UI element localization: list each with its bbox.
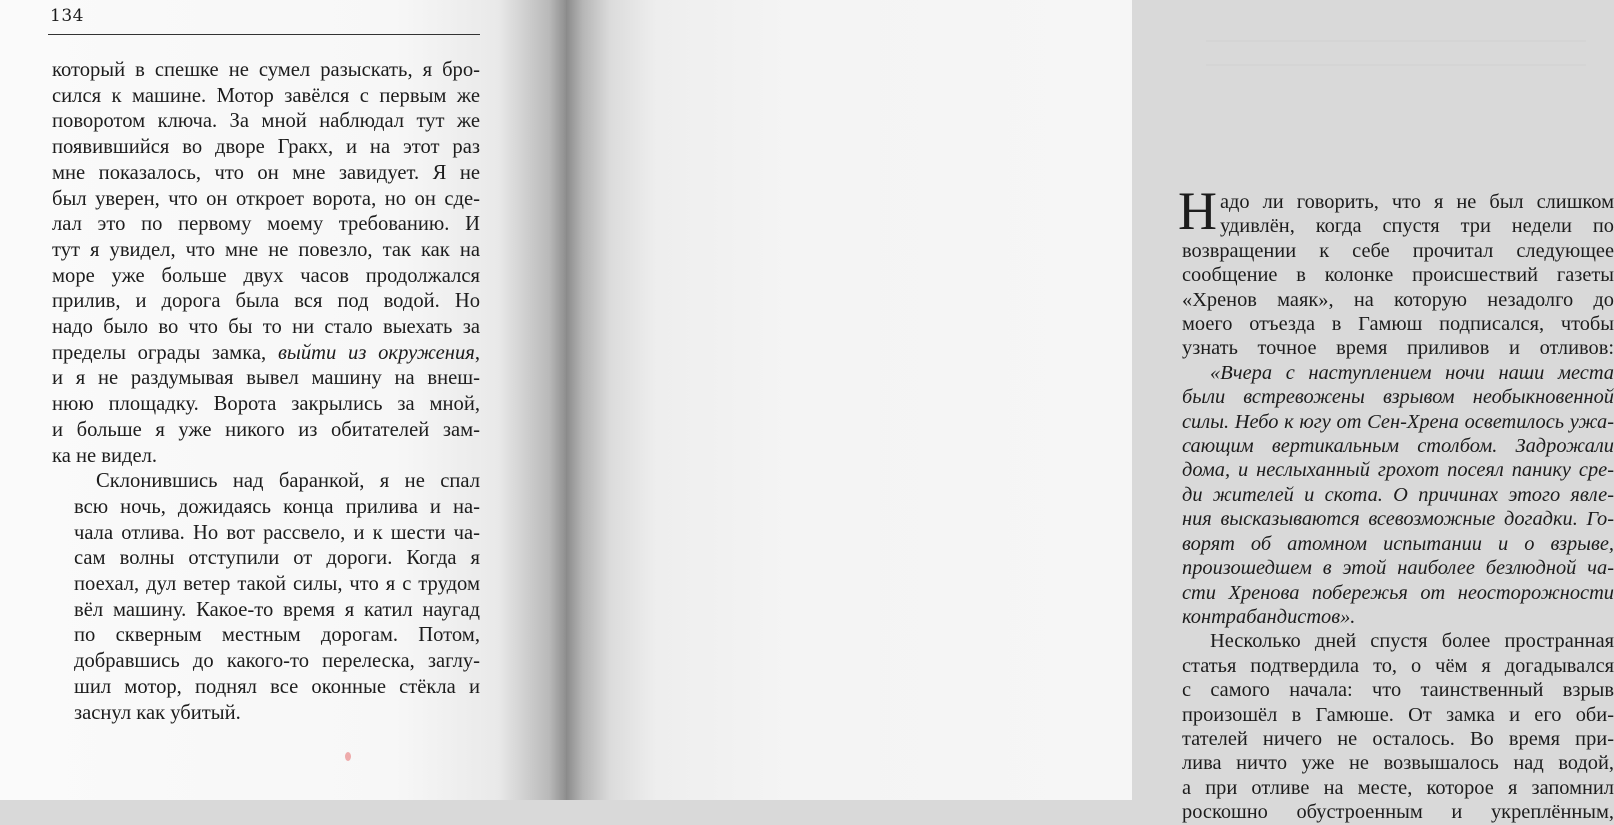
- text-line: Несколько дней спустя более пространная: [1210, 630, 1614, 653]
- left-page: [0, 0, 566, 800]
- text-line: ния высказываются всевозможные догадки. Го-: [1182, 508, 1614, 531]
- text-line: вёл машину. Какое-то время я катил наугад: [74, 598, 480, 621]
- left-page-text: [52, 58, 480, 726]
- text-line: а при отливе на месте, которое я запомнил: [1182, 776, 1614, 799]
- text-line: с самого начала: что таинственный взрыв: [1182, 679, 1614, 702]
- text-line: который в спешке не сумел разыскать, я бро-: [52, 59, 480, 81]
- text-line: лал это по первому моему требованию. И: [52, 213, 480, 236]
- ink-blot: [345, 752, 351, 761]
- text-line: поворотом ключа. За мной наблюдал тут же: [52, 110, 480, 133]
- text-line: шил мотор, поднял все оконные стёкла и: [74, 675, 480, 698]
- text-line: надо было во что бы то ни стало выехать за: [52, 316, 480, 339]
- text-line: сообщение в колонке происшествий газеты: [1182, 264, 1614, 287]
- text-line: силы. Небо к югу от Сен-Хрена осветилось ужа-: [1182, 410, 1614, 433]
- text-line: добравшись до какого-то перелеска, заглу-: [74, 650, 480, 673]
- text-line: были встревожены взрывом необыкновенной: [1182, 386, 1614, 409]
- newspaper-quote: [1182, 361, 1614, 629]
- text-line: ворят об атомном испытании и о взрыве,: [1182, 532, 1614, 555]
- text-line: нюю площадку. Ворота закрылись за мной,: [52, 393, 480, 416]
- text-line: лива ничто уже не возвышалось над водой,: [1182, 752, 1614, 775]
- text-line: контрабандистов».: [1182, 605, 1356, 628]
- text-line: статья подтвердила то, о чём я догадывался: [1182, 654, 1614, 677]
- right-page-text: [1178, 181, 1614, 825]
- text-line: Склонившись над баранкой, я не спал: [96, 470, 480, 493]
- text-line: «Вчера с наступлением ночи наши места: [1210, 361, 1614, 384]
- text-line: поехал, дул ветер такой силы, что я с трудом: [74, 573, 480, 596]
- text-line: заснул как убитый.: [74, 701, 241, 724]
- text-line: возвращении к себе прочитал следующее: [1182, 239, 1614, 262]
- show-through-text: [1206, 40, 1586, 80]
- text-line: сился к машине. Мотор завёлся с первым же: [52, 84, 480, 107]
- text-line: был уверен, что он откроет ворота, но он сде-: [52, 187, 480, 210]
- text-line: сти Хренова побережья от неосторожности: [1182, 581, 1614, 604]
- intro-lines: [1182, 239, 1614, 361]
- drop-cap: Н: [1178, 181, 1217, 241]
- text-line: роскошно обустроенным и укреплённым,: [1182, 801, 1614, 824]
- right-page: [566, 0, 1614, 824]
- text-line: появившийся во дворе Гракх, и на этот раз: [52, 136, 480, 159]
- page-number: 134: [50, 6, 84, 26]
- text-line: ди жителей и скота. О причинах этого явле-: [1182, 483, 1614, 506]
- paragraph-steering-wheel: [52, 469, 480, 726]
- text-line: сающим вертикальным столбом. Задрожали: [1182, 435, 1614, 458]
- text-line: «Хренов маяк», на которую незадолго до: [1182, 288, 1614, 311]
- text-line: тут я увидел, что мне не повезло, так как на: [52, 238, 480, 261]
- header-rule: [48, 34, 480, 35]
- text-line: адо ли говорить, что я не был слишком: [1220, 191, 1614, 213]
- text-line: всю ночь, дожидаясь конца прилива и на-: [74, 495, 480, 518]
- text-line: пределы ограды замка, выйти из окружения,: [52, 341, 480, 364]
- text-line: сам волны отступили от дороги. Когда я: [74, 547, 480, 570]
- text-line: узнать точное время приливов и отливов:: [1182, 337, 1614, 360]
- text-line: моего отъезда в Гамюш подписался, чтобы: [1182, 313, 1614, 336]
- text-line: море уже больше двух часов продолжался: [52, 264, 480, 287]
- text-line: и больше я уже никого из обитателей зам-: [52, 418, 480, 441]
- text-line: дома, и неслыханный грохот посеял панику сре-: [1182, 459, 1614, 482]
- text-line: произошёл в Гамюше. От замка и его оби-: [1182, 703, 1614, 726]
- text-line: и я не раздумывая вывел машину на внеш-: [52, 367, 480, 390]
- text-line: чала отлива. Но вот рассвело, и к шести ча-: [74, 521, 480, 544]
- opening-paragraph: [1178, 181, 1614, 361]
- text-line: мне показалось, что он мне завидует. Я не: [52, 161, 480, 184]
- text-line: прилив, и дорога была вся под водой. Но: [52, 290, 480, 313]
- drop-cap-lines: [1182, 190, 1614, 239]
- text-line: удивлён, когда спустя три недели по: [1220, 215, 1614, 238]
- paragraph-continuation: [52, 58, 480, 469]
- text-line: произошедшем в этой наиболее безлюдной ча-: [1182, 557, 1614, 580]
- text-line: ка не видел.: [52, 444, 158, 467]
- text-line: по скверным местным дорогам. Потом,: [74, 624, 480, 647]
- text-line: тателей ничего не осталось. Во время при-: [1182, 727, 1614, 750]
- paragraph-later-article: [1182, 629, 1614, 824]
